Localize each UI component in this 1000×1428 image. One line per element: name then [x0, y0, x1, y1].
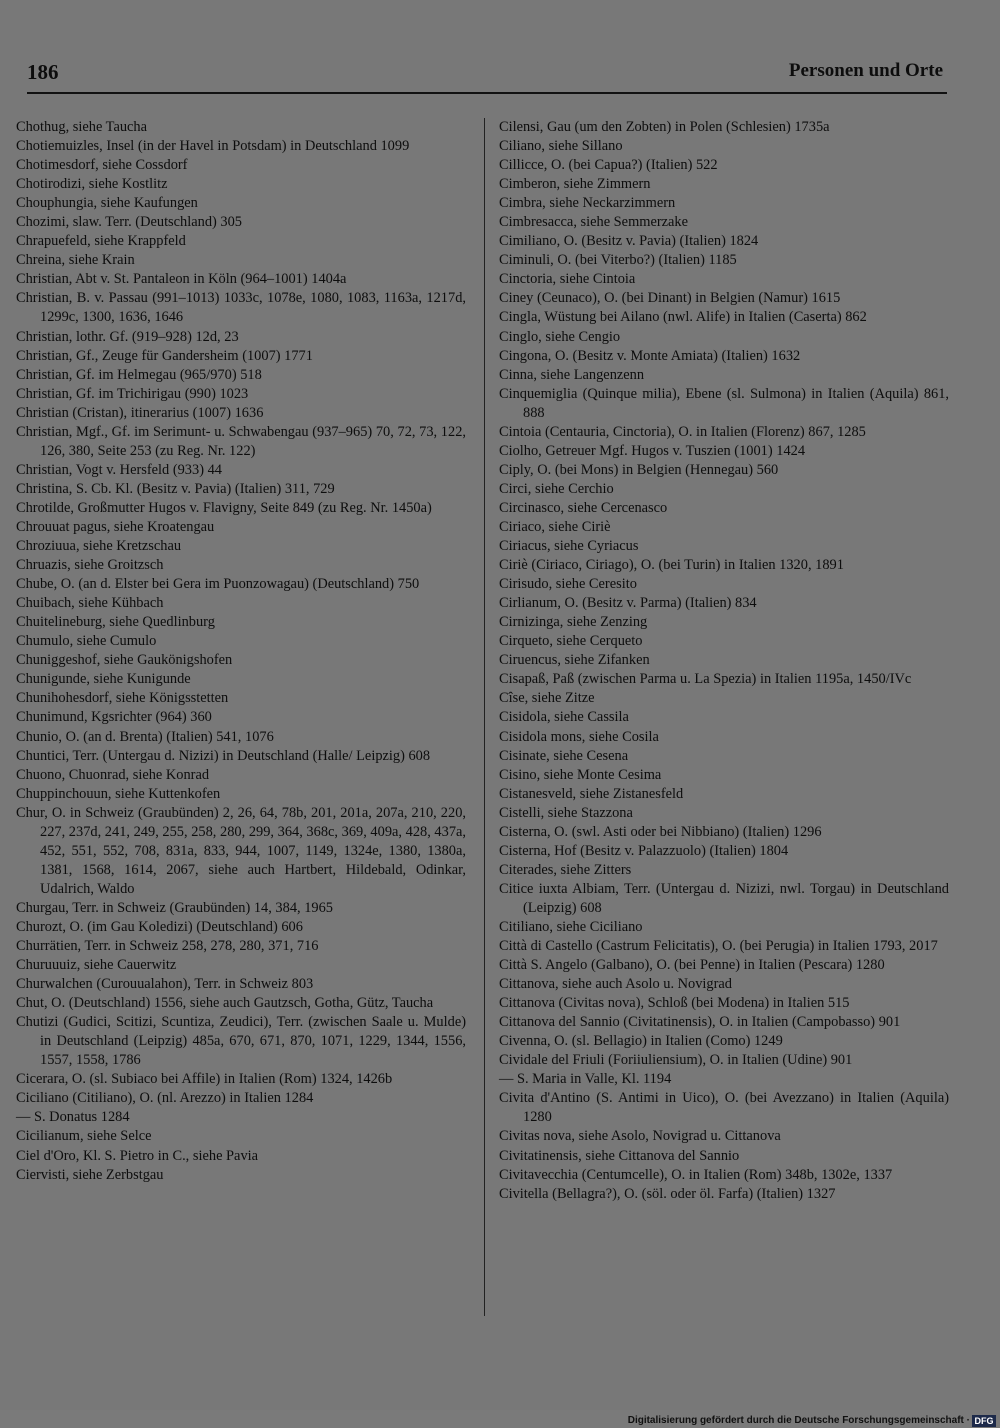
index-entry: Ciriè (Ciriaco, Ciriago), O. (bei Turin) in Italien 1320, 1891 — [499, 557, 844, 574]
index-entry: Chube, O. (an d. Elster bei Gera im Puonzowagau) (Deutschland) 750 — [16, 576, 420, 593]
index-entry: Chuibach, siehe Kühbach — [16, 595, 164, 612]
index-entry: Chothug, siehe Taucha — [16, 119, 148, 135]
index-entry: Christian (Cristan), itinerarius (1007) 1636 — [16, 404, 264, 421]
index-entry: Churgau, Terr. in Schweiz (Graubünden) 14, 384, 1965 — [16, 899, 333, 916]
index-entry: Chunio, O. (an d. Brenta) (Italien) 541, 1076 — [16, 728, 274, 745]
index-entry: Churwalchen (Curouualahon), Terr. in Schweiz 803 — [16, 976, 314, 993]
index-entry: Civitatinensis, siehe Cittanova del Sannio — [499, 1147, 740, 1164]
index-entry: Ciliano, siehe Sillano — [499, 138, 623, 155]
index-entry: Chutizi (Gudici, Scitizi, Scuntiza, Zeudici), Terr. (zwischen Saale u. Mulde) in Deutschland (Leipzig) 485a, 670, 671, 870, 1071, 1229, 1344, 1556, 1557, 1558, 1786 — [16, 1014, 466, 1069]
index-entry: Cisidola, siehe Cassila — [499, 709, 629, 726]
index-entry: Cividale del Friuli (Foriiuliensium), O. in Italien (Udine) 901 — [499, 1052, 853, 1069]
index-entry: Cimiliano, O. (Besitz v. Pavia) (Italien) 1824 — [499, 233, 759, 250]
index-entry: Ciolho, Getreuer Mgf. Hugos v. Tuszien (1001) 1424 — [499, 442, 806, 459]
index-entry: Chunigunde, siehe Kunigunde — [16, 671, 191, 688]
index-entry: Chunihohesdorf, siehe Königsstetten — [16, 690, 229, 707]
index-entry: Citerades, siehe Zitters — [499, 861, 632, 878]
index-entry: Cinglo, siehe Cengio — [499, 328, 621, 345]
index-entry: Chouphungia, siehe Kaufungen — [16, 195, 198, 212]
index-entry: Cillicce, O. (bei Capua?) (Italien) 522 — [499, 157, 718, 174]
index-entry: Cinna, siehe Langenzenn — [499, 366, 645, 383]
index-entry: Cimbra, siehe Neckarzimmern — [499, 195, 676, 212]
index-entry: Chuppinchouun, siehe Kuttenkofen — [16, 785, 221, 802]
index-entry: Cimbresacca, siehe Semmerzake — [499, 214, 688, 231]
index-entry: Cistanesveld, siehe Zistanesfeld — [499, 785, 684, 802]
page-title: Personen und Orte — [788, 60, 943, 81]
index-entry: Christian, Abt v. St. Pantaleon in Köln (964–1001) 1404a — [16, 271, 347, 288]
index-entry: Cittanova del Sannio (Civitatinensis), O. in Italien (Campobasso) 901 — [499, 1014, 901, 1031]
index-entry: Civitella (Bellagra?), O. (söl. oder öl. Farfa) (Italien) 1327 — [499, 1185, 836, 1202]
index-entry: Cisterna, Hof (Besitz v. Palazzuolo) (Italien) 1804 — [499, 842, 789, 859]
index-entry: Cingona, O. (Besitz v. Monte Amiata) (Italien) 1632 — [499, 347, 801, 364]
index-entry: Chroziuua, siehe Kretzschau — [16, 538, 182, 555]
index-entry: Cirlianum, O. (Besitz v. Parma) (Italien) 834 — [499, 595, 757, 612]
index-entry: Circi, siehe Cerchio — [499, 480, 614, 497]
index-entry: Chruazis, siehe Groitzsch — [16, 557, 164, 574]
index-entry: Chrouuat pagus, siehe Kroatengau — [16, 518, 215, 535]
column-divider — [484, 118, 485, 1316]
index-entry: Civitavecchia (Centumcelle), O. in Italien (Rom) 348b, 1302e, 1337 — [499, 1166, 893, 1183]
index-entry: Chuitelineburg, siehe Quedlinburg — [16, 614, 215, 631]
index-entry: Chozimi, slaw. Terr. (Deutschland) 305 — [16, 214, 242, 231]
index-entry: Ciriaco, siehe Ciriè — [499, 518, 611, 535]
index-entry: Città di Castello (Castrum Felicitatis), O. (bei Perugia) in Italien 1793, 2017 — [499, 938, 938, 955]
index-entry: Chotirodizi, siehe Kostlitz — [16, 176, 168, 193]
index-entry: Civitas nova, siehe Asolo, Novigrad u. Cittanova — [499, 1128, 781, 1145]
index-entry: Cintoia (Centauria, Cinctoria), O. in Italien (Florenz) 867, 1285 — [499, 423, 866, 440]
index-entry: Cisino, siehe Monte Cesima — [499, 766, 662, 783]
index-entry: Cicilianum, siehe Selce — [16, 1128, 152, 1145]
index-entry: Christian, lothr. Gf. (919–928) 12d, 23 — [16, 328, 239, 345]
index-entry: Civita d'Antino (S. Antimi in Uico), O. (bei Avezzano) in Italien (Aquila) 1280 — [499, 1090, 949, 1126]
index-entry: Cirisudo, siehe Ceresito — [499, 576, 637, 593]
index-entry: Cîse, siehe Zitze — [499, 690, 595, 707]
index-entry: Christian, B. v. Passau (991–1013) 1033c, 1078e, 1080, 1083, 1163a, 1217d, 1299c, 1300, 1636, 1646 — [16, 290, 466, 326]
index-column-left — [16, 118, 466, 1185]
index-entry: Ciciliano (Citiliano), O. (nl. Arezzo) in Italien 1284 — [16, 1090, 314, 1107]
index-entry: Chut, O. (Deutschland) 1556, siehe auch Gautzsch, Gotha, Gütz, Taucha — [16, 995, 434, 1012]
index-entry: Chur, O. in Schweiz (Graubünden) 2, 26, 64, 78b, 201, 201a, 207a, 210, 220, 227, 237d, 241, 249, 255, 258, 280, 299, 364, 368c, 369, 409a, 428, 437a, 452, 551, 552, 708, 831a, 833, 944, 1007, 1149, 1324e, 1380, 1380a, 1381, 1568, 1614, 2067, siehe auch Hartbert, Hildebald, Odinkar, Udalrich, Waldo — [16, 804, 466, 897]
index-entry: Chunimund, Kgsrichter (964) 360 — [16, 709, 212, 726]
index-entry: Ciney (Ceunaco), O. (bei Dinant) in Belgien (Namur) 1615 — [499, 290, 841, 307]
dfg-logo: DFG — [972, 1415, 996, 1427]
index-entry: Cinquemiglia (Quinque milia), Ebene (sl. Sulmona) in Italien (Aquila) 861, 888 — [499, 385, 949, 421]
index-entry: — S. Maria in Valle, Kl. 1194 — [499, 1071, 672, 1088]
index-entry: Chrotilde, Großmutter Hugos v. Flavigny, Seite 849 (zu Reg. Nr. 1450a) — [16, 499, 432, 516]
index-entry: Chuniggeshof, siehe Gaukönigshofen — [16, 652, 233, 669]
index-entry: Churozt, O. (im Gau Koledizi) (Deutschland) 606 — [16, 918, 303, 935]
index-entry: Cimberon, siehe Zimmern — [499, 176, 651, 193]
page-number: 186 — [27, 60, 59, 84]
index-entry: Ciel d'Oro, Kl. S. Pietro in C., siehe Pavia — [16, 1147, 259, 1164]
index-entry: Cisinate, siehe Cesena — [499, 747, 629, 764]
index-entry: Chumulo, siehe Cumulo — [16, 633, 157, 650]
index-entry: Christian, Vogt v. Hersfeld (933) 44 — [16, 461, 222, 478]
index-entry: Christian, Mgf., Gf. im Serimunt- u. Schwabengau (937–965) 70, 72, 73, 122, 126, 380, Seite 253 (zu Reg. Nr. 122) — [16, 423, 466, 459]
index-entry: Ciriacus, siehe Cyriacus — [499, 538, 639, 555]
index-entry: Città S. Angelo (Galbano), O. (bei Penne) in Italien (Pescara) 1280 — [499, 957, 885, 974]
index-entry: Chotimesdorf, siehe Cossdorf — [16, 157, 188, 174]
index-entry: Civenna, O. (sl. Bellagio) in Italien (Como) 1249 — [499, 1033, 783, 1050]
index-entry: Cinctoria, siehe Cintoia — [499, 271, 636, 288]
index-entry: Christian, Gf. im Helmegau (965/970) 518 — [16, 366, 262, 383]
index-entry: Cisidola mons, siehe Cosila — [499, 728, 659, 745]
index-entry: Ciruencus, siehe Zifanken — [499, 652, 650, 669]
index-entry: Citiliano, siehe Ciciliano — [499, 918, 643, 935]
index-entry: Citice iuxta Albiam, Terr. (Untergau d. Nizizi, nwl. Torgau) in Deutschland (Leipzig) 608 — [499, 880, 949, 916]
index-entry: Cittanova (Civitas nova), Schloß (bei Modena) in Italien 515 — [499, 995, 850, 1012]
index-entry: Cirqueto, siehe Cerqueto — [499, 633, 643, 650]
page-header — [27, 58, 947, 94]
index-entry: Ciervisti, siehe Zerbstgau — [16, 1166, 164, 1183]
index-entry: Churrätien, Terr. in Schweiz 258, 278, 280, 371, 716 — [16, 938, 319, 955]
index-entry: Chreina, siehe Krain — [16, 252, 135, 269]
index-entry: — S. Donatus 1284 — [16, 1109, 130, 1126]
index-entry: Cirnizinga, siehe Zenzing — [499, 614, 648, 631]
index-column-right — [499, 118, 949, 1204]
index-entry: Cittanova, siehe auch Asolo u. Novigrad — [499, 976, 733, 993]
footer-credit: Digitalisierung gefördert durch die Deutsche Forschungsgemeinschaft · — [627, 1415, 970, 1426]
index-entry: Cingla, Wüstung bei Ailano (nwl. Alife) in Italien (Caserta) 862 — [499, 309, 867, 326]
index-entry: Cicerara, O. (sl. Subiaco bei Affile) in Italien (Rom) 1324, 1426b — [16, 1071, 393, 1088]
index-entry: Cisterna, O. (swl. Asti oder bei Nibbiano) (Italien) 1296 — [499, 823, 822, 840]
index-entry: Churuuuiz, siehe Cauerwitz — [16, 957, 177, 974]
index-entry: Circinasco, siehe Cercenasco — [499, 499, 668, 516]
index-entry: Cisapaß, Paß (zwischen Parma u. La Spezia) in Italien 1195a, 1450/IVc — [499, 671, 912, 688]
index-entry: Ciply, O. (bei Mons) in Belgien (Hennegau) 560 — [499, 461, 779, 478]
index-entry: Cilensi, Gau (um den Zobten) in Polen (Schlesien) 1735a — [499, 119, 830, 135]
footer — [0, 1410, 1000, 1428]
index-entry: Christian, Gf., Zeuge für Gandersheim (1007) 1771 — [16, 347, 313, 364]
index-entry: Chuono, Chuonrad, siehe Konrad — [16, 766, 210, 783]
index-entry: Chrapuefeld, siehe Krappfeld — [16, 233, 186, 250]
index-entry: Chotiemuizles, Insel (in der Havel in Potsdam) in Deutschland 1099 — [16, 138, 410, 155]
index-entry: Chuntici, Terr. (Untergau d. Nizizi) in Deutschland (Halle/ Leipzig) 608 — [16, 747, 431, 764]
index-entry: Cistelli, siehe Stazzona — [499, 804, 633, 821]
index-entry: Christina, S. Cb. Kl. (Besitz v. Pavia) (Italien) 311, 729 — [16, 480, 335, 497]
index-entry: Ciminuli, O. (bei Viterbo?) (Italien) 1185 — [499, 252, 737, 269]
index-entry: Christian, Gf. im Trichirigau (990) 1023 — [16, 385, 249, 402]
